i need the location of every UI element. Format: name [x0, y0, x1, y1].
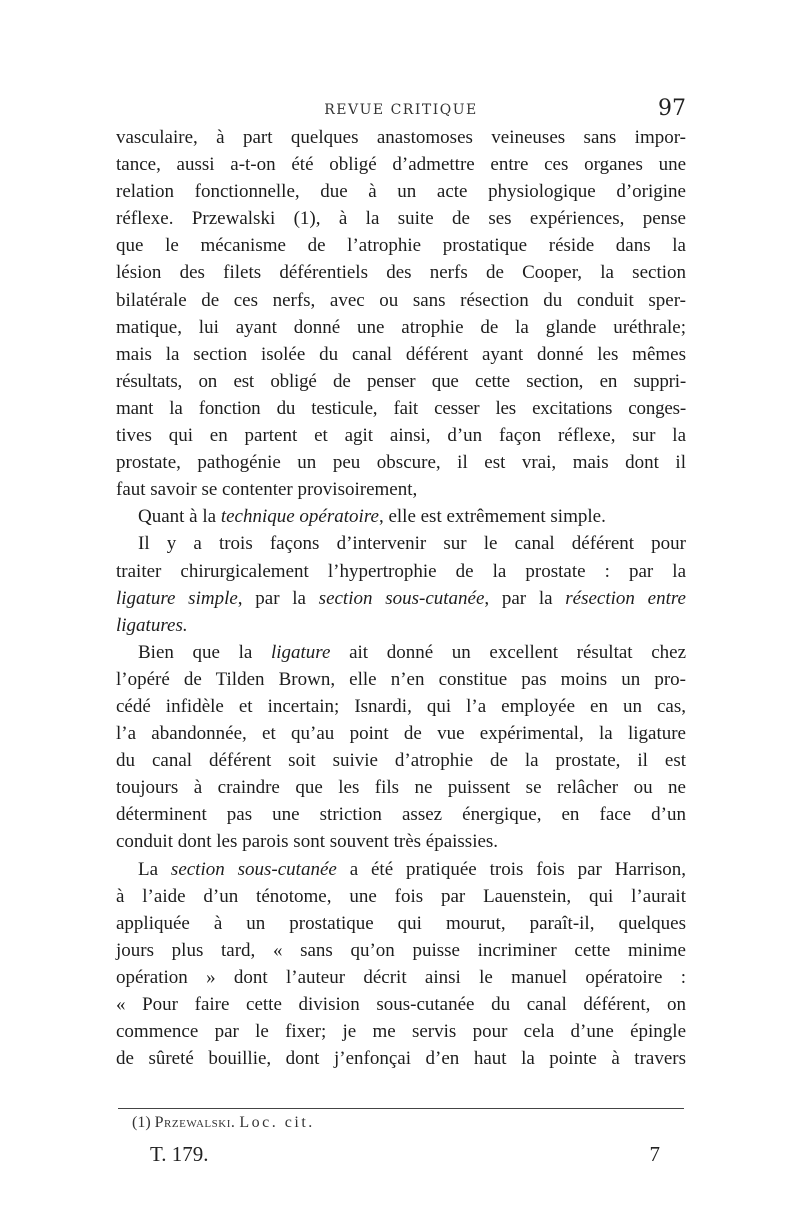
- text-run: a été pratiquée trois fois par Harrison,: [336, 858, 686, 880]
- text-line: faut savoir se contenter provisoirement,: [116, 479, 418, 501]
- text-line: tance, aussi a-t-on été obligé d’admettre entre ces organes une: [116, 154, 686, 176]
- text-line: matique, lui ayant donné une atrophie de la glande uréthrale;: [116, 316, 686, 338]
- footnote-author: Przewalski.: [154, 1114, 236, 1131]
- italic-term: technique opératoire: [220, 506, 379, 528]
- text-line: l’opéré de Tilden Brown, elle n’en constitue pas moins un pro-: [116, 668, 686, 690]
- text-line: à l’aide d’un ténotome, une fois par Lauenstein, qui l’aurait: [116, 885, 686, 907]
- text-line: lésion des filets déférentiels des nerfs de Cooper, la section: [116, 262, 686, 284]
- text-line: de sûreté bouillie, dont j’enfonçai d’en haut la pointe à travers: [116, 1048, 686, 1070]
- text-run: Bien que la: [138, 641, 271, 663]
- text-run: Quant à la: [138, 506, 221, 528]
- footnote-reference: Loc. cit.: [239, 1114, 315, 1131]
- text-line: cédé infidèle et incertain; Isnardi, qui l’a employée en un cas,: [116, 695, 686, 717]
- italic-term: section sous-cutanée: [318, 587, 485, 609]
- text-line: traiter chirurgicalement l’hypertrophie de la prostate : par la: [116, 560, 686, 582]
- text-run: , par la: [484, 587, 566, 609]
- italic-term: ligature simple: [116, 587, 238, 609]
- printer-signature: [150, 1142, 660, 1170]
- paragraph-technique: [116, 503, 686, 530]
- text-line: déterminent pas une striction assez énergique, en face d’un: [116, 804, 686, 826]
- text-line: vasculaire, à part quelques anastomoses veineuses sans impor-: [116, 127, 686, 148]
- italic-term: résection entre: [565, 587, 686, 609]
- running-title: REVUE CRITIQUE: [324, 102, 478, 118]
- text-line: [116, 612, 686, 639]
- italic-term: ligature: [270, 641, 331, 663]
- text-line: opération » dont l’auteur décrit ainsi le manuel opératoire :: [116, 966, 686, 988]
- text-line: mant la fonction du testicule, fait cesser les excitations conges-: [116, 397, 686, 419]
- text-line: [116, 856, 686, 883]
- text-line: commence par le fixer; je me servis pour cela d’une épingle: [116, 1021, 686, 1043]
- body-text: [116, 124, 686, 1072]
- text-line: prostate, pathogénie un peu obscure, il est vrai, mais dont il: [116, 452, 686, 474]
- footnote-rule: [118, 1108, 684, 1109]
- running-head: [116, 96, 686, 126]
- text-run: La: [138, 858, 171, 880]
- text-line: mais la section isolée du canal déférent ayant donné les mêmes: [116, 343, 686, 365]
- page-number: 97: [658, 96, 686, 121]
- italic-term: ligatures.: [116, 614, 188, 636]
- text-line: l’a abandonnée, et qu’au point de vue expérimental, la ligature: [116, 723, 686, 745]
- text-line: appliquée à un prostatique qui mourut, paraît-il, quelques: [116, 912, 686, 934]
- text-run: , elle est extrêmement simple.: [378, 506, 606, 528]
- text-line: réflexe. Przewalski (1), à la suite de ses expériences, pense: [116, 208, 686, 230]
- signature-number: 7: [649, 1142, 660, 1166]
- footnote: [132, 1114, 682, 1132]
- text-line: « Pour faire cette division sous-cutanée du canal déférent, on: [116, 994, 686, 1015]
- text-line: toujours à craindre que les fils ne puissent se relâcher ou ne: [116, 777, 686, 799]
- footnote-marker: (1): [132, 1114, 151, 1131]
- text-line: [116, 585, 686, 612]
- text-line: relation fonctionnelle, due à un acte physiologique d’origine: [116, 181, 686, 203]
- text-line: [116, 639, 686, 666]
- text-line: conduit dont les parois sont souvent très épaissies.: [116, 831, 499, 853]
- text-line: que le mécanisme de l’atrophie prostatique réside dans la: [116, 235, 686, 257]
- text-line: du canal déférent soit suivie d’atrophie de la prostate, il est: [116, 750, 686, 772]
- text-run: ait donné un excellent résultat chez: [330, 641, 687, 663]
- volume-mark: T. 179.: [150, 1142, 209, 1166]
- text-line: jours plus tard, « sans qu’on puisse incriminer cette minime: [116, 939, 686, 961]
- text-line: Il y a trois façons d’intervenir sur le canal déférent pour: [138, 533, 686, 555]
- text-line: tives qui en partent et agit ainsi, d’un façon réflexe, sur la: [116, 425, 686, 447]
- text-line: bilatérale de ces nerfs, avec ou sans résection du conduit sper-: [116, 289, 686, 311]
- italic-term: section sous-cutanée: [170, 858, 337, 880]
- text-line: résultats, on est obligé de penser que cette section, en suppri-: [116, 370, 686, 392]
- text-run: , par la: [237, 587, 319, 609]
